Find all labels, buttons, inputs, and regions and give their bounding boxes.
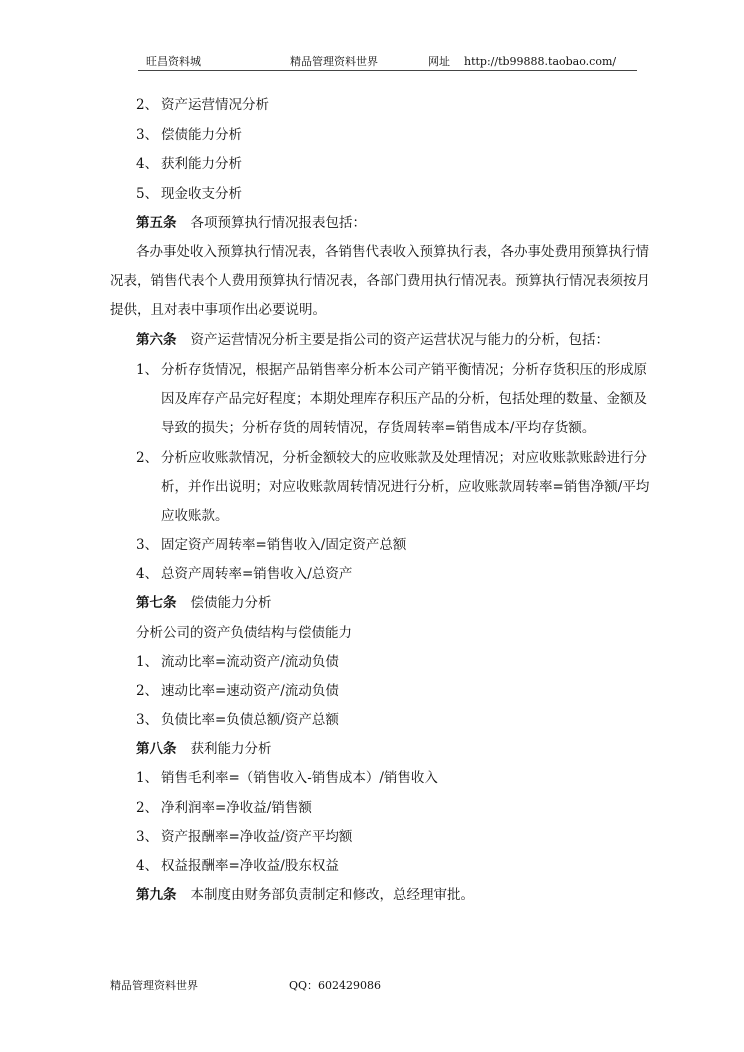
list-number: 3、	[136, 712, 159, 728]
list-text: 偿债能力分析	[161, 127, 242, 143]
list-number: 2、	[136, 800, 159, 816]
list-continuation: 因及库存产品完好程度；本期处理库存积压产品的分析，包括处理的数量、金额及	[161, 391, 647, 407]
header-url-label: 网址	[428, 55, 450, 68]
list-number: 1、	[136, 654, 159, 670]
list-text: 现金收支分析	[161, 186, 242, 202]
list-number: 4、	[136, 858, 159, 874]
article-text: 偿债能力分析	[190, 595, 272, 611]
list-number: 2、	[136, 97, 159, 113]
paragraph-line: 况表，销售代表个人费用预算执行情况表，各部门费用执行情况表。预算执行情况表须按月	[110, 273, 650, 289]
article-7-heading	[136, 595, 272, 611]
list-number: 3、	[136, 537, 159, 553]
header-site-name: 旺昌资料城	[146, 55, 201, 68]
list-number: 3、	[136, 127, 159, 143]
list-text: 速动比率=速动资产/流动负债	[161, 683, 339, 699]
list-text: 净利润率=净收益/销售额	[161, 800, 312, 816]
footer-site-name: 精品管理资料世界	[110, 979, 198, 992]
footer-qq: QQ：602429086	[289, 979, 382, 992]
list-text: 销售毛利率=（销售收入-销售成本）/销售收入	[161, 770, 438, 786]
list-text: 总资产周转率=销售收入/总资产	[161, 566, 353, 582]
article-5-heading	[136, 215, 366, 231]
list-text: 资产报酬率=净收益/资产平均额	[161, 829, 353, 845]
header-slogan: 精品管理资料世界	[290, 55, 378, 68]
list-number: 2、	[136, 683, 159, 699]
list-text: 资产运营情况分析	[161, 97, 269, 113]
list-number: 2、	[136, 450, 159, 466]
list-text: 获利能力分析	[161, 156, 242, 172]
list-text: 流动比率=流动资产/流动负债	[161, 654, 339, 670]
list-number: 5、	[136, 186, 159, 202]
article-text: 本制度由财务部负责制定和修改，总经理审批。	[190, 887, 474, 903]
list-number: 4、	[136, 566, 159, 582]
article-title: 第六条	[136, 332, 177, 348]
article-title: 第七条	[136, 595, 177, 611]
list-number: 4、	[136, 156, 159, 172]
article-text: 获利能力分析	[190, 741, 272, 757]
list-number: 3、	[136, 829, 159, 845]
list-text: 分析存货情况，根据产品销售率分析本公司产销平衡情况；分析存货积压的形成原	[161, 362, 647, 378]
article-8-heading	[136, 741, 272, 757]
list-continuation: 应收账款。	[161, 508, 229, 524]
list-text: 分析应收账款情况，分析金额较大的应收账款及处理情况；对应收账款账龄进行分	[161, 450, 647, 466]
article-text: 各项预算执行情况报表包括：	[190, 215, 366, 231]
list-number: 1、	[136, 362, 159, 378]
header-url-link[interactable]: http://tb99888.taobao.com/	[464, 55, 617, 68]
article-text: 资产运营情况分析主要是指公司的资产运营状况与能力的分析，包括：	[190, 332, 609, 348]
article-title: 第九条	[136, 887, 177, 903]
article-6-heading	[136, 332, 609, 348]
list-text: 负债比率=负债总额/资产总额	[161, 712, 339, 728]
header-url	[428, 53, 616, 69]
paragraph-line: 提供，且对表中事项作出必要说明。	[110, 302, 326, 318]
list-number: 1、	[136, 770, 159, 786]
article-9-heading	[136, 887, 474, 903]
list-continuation: 导致的损失；分析存货的周转情况，存货周转率=销售成本/平均存货额。	[161, 420, 596, 436]
list-text: 固定资产周转率=销售收入/固定资产总额	[161, 537, 407, 553]
paragraph-line: 各办事处收入预算执行情况表，各销售代表收入预算执行表，各办事处费用预算执行情	[136, 244, 649, 260]
page-header	[138, 52, 637, 71]
list-text: 权益报酬率=净收益/股东权益	[161, 858, 339, 874]
list-continuation: 析，并作出说明；对应收账款周转情况进行分析，应收账款周转率=销售净额/平均	[161, 479, 650, 495]
paragraph-line: 分析公司的资产负债结构与偿债能力	[136, 625, 352, 641]
article-title: 第八条	[136, 741, 177, 757]
article-title: 第五条	[136, 215, 177, 231]
